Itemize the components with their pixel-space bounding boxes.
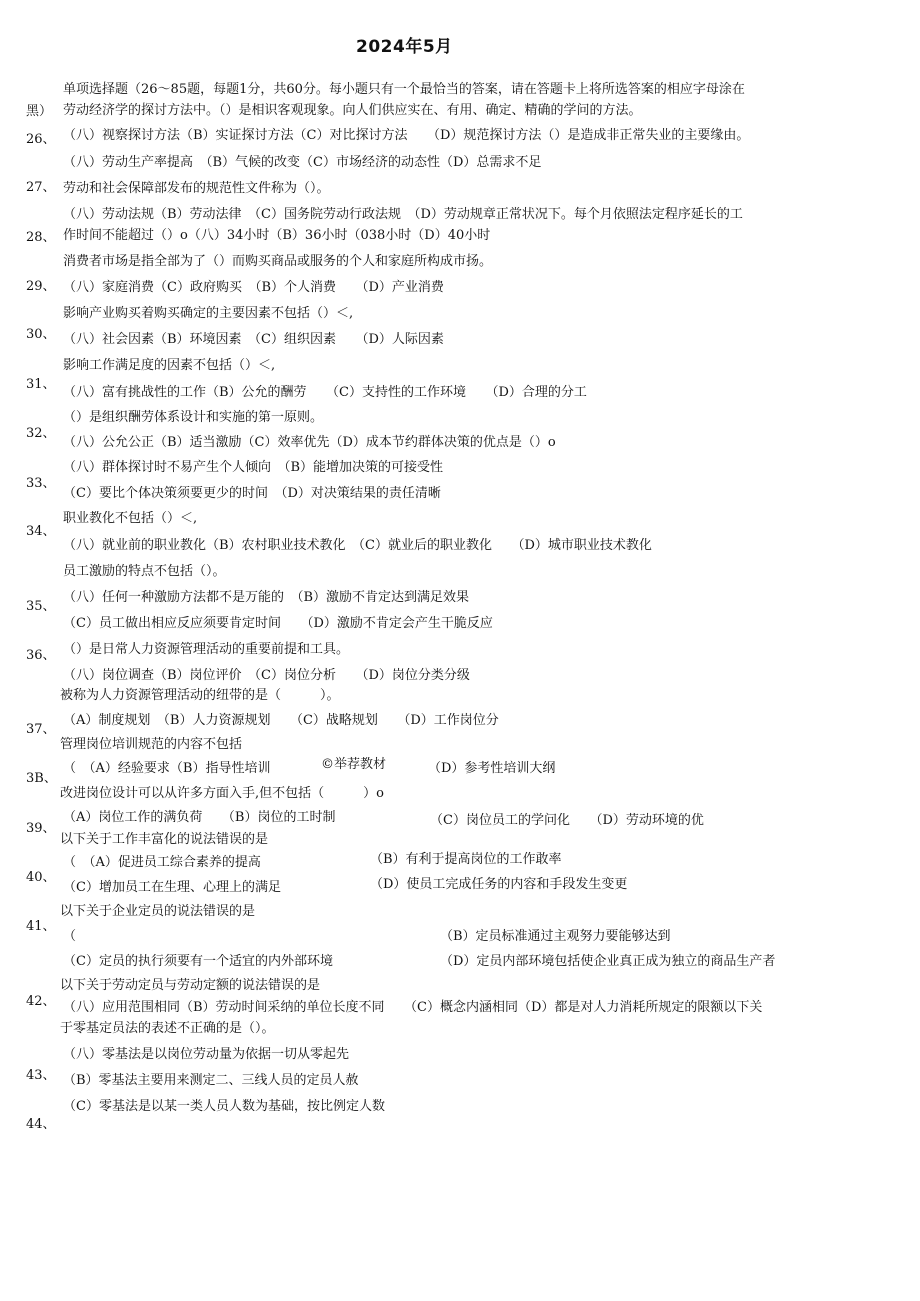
question-options: （C）增加员工在生理、心理上的满足 — [63, 880, 281, 895]
question-text: 影响工作满足度的因素不包括（）＜, — [63, 358, 276, 373]
question-options: （八）家庭消费（C）政府购买 （B）个人消费 （D）产业消费 — [63, 280, 444, 295]
question-options: （八）社会因素（B）环境因素 （C）组织因素 （D）人际因素 — [63, 332, 444, 347]
question-options: （八）任何一种激励方法都不是万能的 （B）激励不肯定达到满足效果 — [63, 590, 470, 605]
question-options: （八）富有挑战性的工作（B）公允的酬劳 （C）支持性的工作环境 （D）合理的分工 — [63, 385, 587, 400]
question-number: 3B、 — [26, 771, 57, 786]
question-options: （ （A）经验要求（B）指导性培训 — [63, 761, 271, 776]
question-text: 于零基定员法的表述不正确的是（）。 — [60, 1021, 275, 1036]
question-text: 被称为人力资源管理活动的纽带的是（ ）。 — [60, 688, 340, 703]
question-options: （八）应用范围相同（B）劳动时间采纳的单位长度不同 （C）概念内涵相同（D）都是对人力消耗所规定的限额以下关 — [63, 1000, 763, 1015]
question-text: 职业教化不包括（）＜, — [63, 511, 198, 526]
question-text: 以下关于劳动定员与劳动定额的说法错误的是 — [60, 978, 321, 993]
question-text: 以下关于企业定员的说法错误的是 — [60, 904, 256, 919]
question-text: 劳动和社会保障部发布的规范性文件称为（）。 — [63, 181, 330, 196]
question-number: 31、 — [26, 377, 56, 392]
question-options: （八）劳动法规（B）劳动法律 （C）国务院劳动行政法规 （D）劳动规章正常状况下。每个月依照法定程序延长的工 — [63, 207, 743, 222]
question-text: 以下关于工作丰富化的说法错误的是 — [60, 832, 269, 847]
question-text: （）是组织酬劳体系设计和实施的第一原则。 — [63, 410, 324, 425]
question-options: （八）群体探讨时不易产生个人倾向 （B）能增加决策的可接受性 — [63, 460, 444, 475]
question-options: （B）有利于提高岗位的工作敢率 — [370, 852, 562, 867]
question-number: 37、 — [26, 722, 56, 737]
question-number: 32、 — [26, 426, 56, 441]
question-number: 44、 — [26, 1117, 56, 1132]
question-number: 39、 — [26, 821, 56, 836]
question-text: 作时间不能超过（）o（八）34小时（B）36小时（038小时（D）40小时 — [63, 228, 491, 243]
question-number: 40、 — [26, 870, 56, 885]
question-options: （C）要比个体决策须要更少的时间 （D）对决策结果的责任清晰 — [63, 486, 441, 501]
question-options: （ — [63, 929, 77, 944]
question-options: （D）使员工完成任务的内容和手段发生变更 — [370, 877, 628, 892]
question-options: （八）公允公正（B）适当激励（C）效率优先（D）成本节约群体决策的优点是（）o — [63, 435, 556, 450]
question-number: 28、 — [26, 230, 56, 245]
question-options: （A）制度规划 （B）人力资源规划 （C）战略规划 （D）工作岗位分 — [63, 713, 499, 728]
question-number: 26、 — [26, 132, 56, 147]
question-number: 43、 — [26, 1068, 56, 1083]
question-options: （八）岗位调查（B）岗位评价 （C）岗位分析 （D）岗位分类分级 — [63, 668, 470, 683]
question-text: 消费者市场是指全部为了（）而购买商品或服务的个人和家庭所构成市扬。 — [63, 254, 493, 269]
question-options: （八）零基法是以岗位劳动量为依据一切从零起先 — [63, 1047, 350, 1062]
question-number: 34、 — [26, 524, 56, 539]
question-number: 33、 — [26, 476, 56, 491]
question-number: 41、 — [26, 919, 56, 934]
question-options: （B）定员标准通过主观努力要能够达到 — [440, 929, 671, 944]
question-number: 29、 — [26, 279, 56, 294]
question-options: （C）定员的执行须要有一个适宜的内外部环境 — [63, 954, 333, 969]
instruction-line: 单项选择题（26～85题，每题1分，共60分。每小题只有一个最恰当的答案，请在答题卡上将所选答案的相应字母涂在 — [63, 82, 745, 97]
question-options: （八）劳动生产率提高 （B）气候的改变（C）市场经济的动态性（D）总需求不足 — [63, 155, 542, 170]
question-text: 改进岗位设计可以从许多方面入手,但不包括（ ）o — [60, 786, 384, 801]
page-date-header: 2024年5月 — [356, 37, 453, 57]
question-options: （B）零基法主要用来测定二、三线人员的定员人赦 — [63, 1073, 359, 1088]
question-options: （C）零基法是以某一类人员人数为基础，按比例定人数 — [63, 1099, 385, 1114]
question-number: 27、 — [26, 180, 56, 195]
question-number: 30、 — [26, 327, 56, 342]
question-text: 劳动经济学的探讨方法中。（）是相识客观现象。向人们供应实在、有用、确定、精确的学问的方法。 — [63, 103, 642, 118]
question-options: （D）定员内部环境包括使企业真正成为独立的商品生产者 — [440, 954, 776, 969]
question-options: （C）岗位员工的学问化 （D）劳动环境的优 — [430, 813, 704, 828]
question-options: （C）员工做出相应反应须要肯定时间 （D）激励不肯定会产生干脆反应 — [63, 616, 493, 631]
question-text: 影响产业购买着购买确定的主要因素不包括（）＜, — [63, 306, 354, 321]
question-options: （ （A）促进员工综合素养的提高 — [63, 855, 261, 870]
watermark-text: ©举荐教材 — [321, 757, 387, 772]
question-text: （）是日常人力资源管理活动的重要前提和工具。 — [63, 642, 350, 657]
question-number: 黑） — [26, 104, 53, 119]
question-options: （八）视察探讨方法（B）实证探讨方法（C）对比探讨方法 （D）规范探讨方法（）是造成非正常失业的主要缘由。 — [63, 128, 750, 143]
question-number: 35、 — [26, 599, 56, 614]
question-text: 员工激励的特点不包括（）。 — [63, 564, 226, 579]
question-options: （D）参考性培训大纲 — [428, 761, 556, 776]
question-text: 管理岗位培训规范的内容不包括 — [60, 737, 243, 752]
question-options: （A）岗位工作的满负荷 （B）岗位的工时制 — [63, 810, 336, 825]
question-number: 42、 — [26, 994, 56, 1009]
question-options: （八）就业前的职业教化（B）农村职业技术教化 （C）就业后的职业教化 （D）城市职业技术教化 — [63, 538, 652, 553]
question-number: 36、 — [26, 648, 56, 663]
